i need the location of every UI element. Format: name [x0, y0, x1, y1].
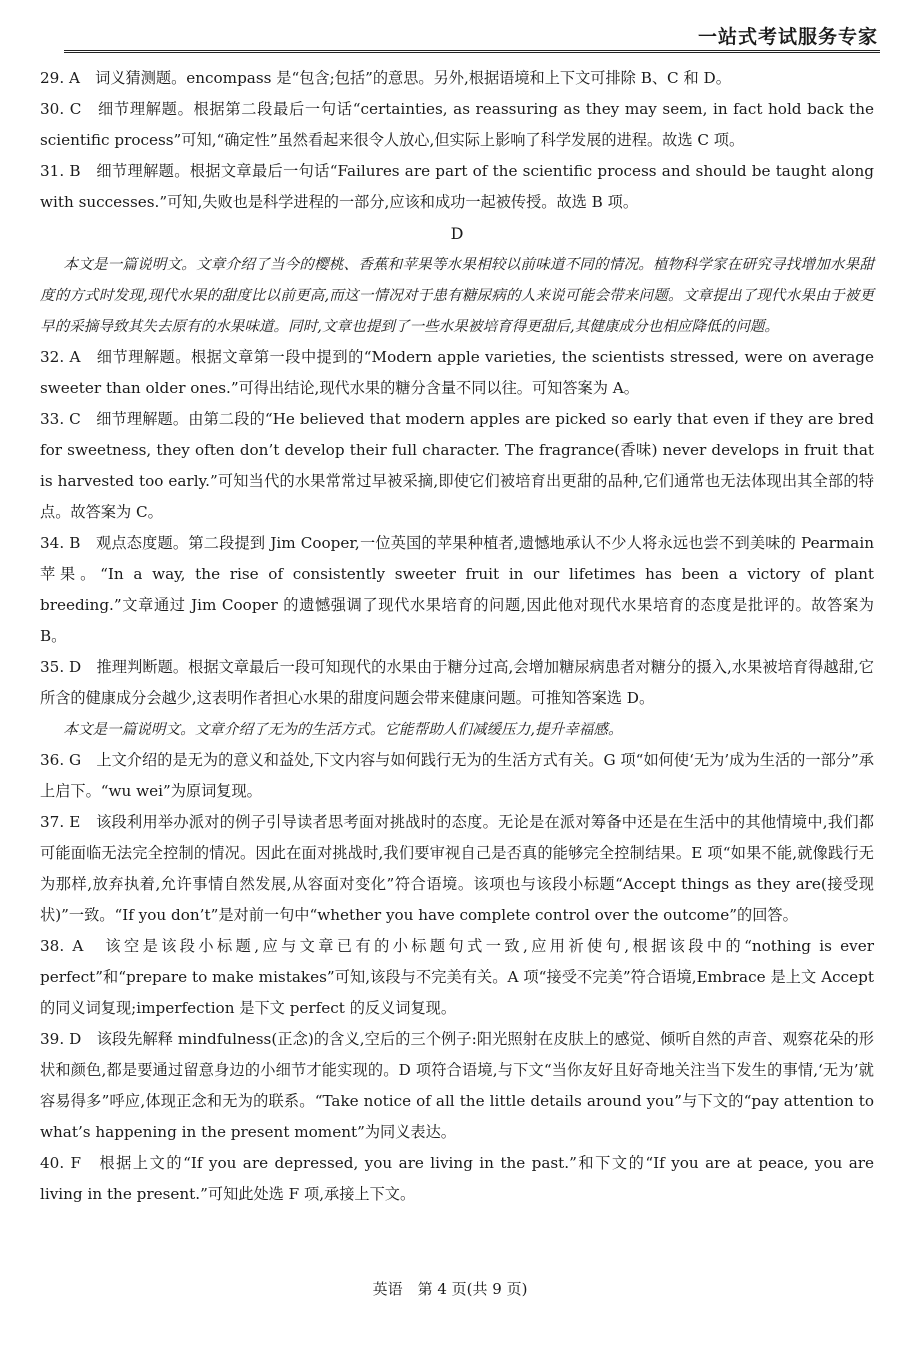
answer-item-35: 35. D 推理判断题。根据文章最后一段可知现代的水果由于糖分过高,会增加糖尿病患者对糖分的摄入,水果被培育得越甜,它所含的健康成分会越少,这表明作者担心水果的甜度问题会带来健康问题。可推知答案选 D。	[40, 658, 874, 707]
answer-item-29: 29. A 词义猜测题。encompass 是“包含;包括”的意思。另外,根据语境和上下文可排除 B、C 和 D。	[40, 69, 731, 87]
answer-item-30: 30. C 细节理解题。根据第二段最后一句话“certainties, as reassuring as they may seem, in fact hold back the scientific process”可知,“确定性”虽然看起来很令人放心,但实际上影响了科学发展的进程。故选 C 项。	[40, 100, 874, 149]
header-title: 一站式考试服务专家	[697, 26, 878, 48]
header-divider	[64, 50, 880, 53]
answer-content	[40, 63, 874, 1210]
answer-item-31: 31. B 细节理解题。根据文章最后一句话“Failures are part of the scientific process and should be taught along with successes.”可知,失败也是科学进程的一部分,应该和成功一起被传授。故选 B 项。	[40, 162, 874, 211]
section-e-intro: 本文是一篇说明文。文章介绍了无为的生活方式。它能帮助人们减缓压力,提升幸福感。	[63, 721, 623, 738]
answer-item-33: 33. C 细节理解题。由第二段的“He believed that modern apples are picked so early that even if they are bred for sweetness, they often don’t develop their full character. The fragrance(香味) never develops in fruit that is harvested too early.”可知当代的水果常常过早被采摘,即使它们被培育出更甜的品种,它们通常也无法体现出其全部的特点。故答案为 C。	[40, 410, 874, 521]
section-title-d: D	[450, 224, 464, 243]
answer-item-32: 32. A 细节理解题。根据文章第一段中提到的“Modern apple varieties, the scientists stressed, were on average sweeter than older ones.”可得出结论,现代水果的糖分含量不同以往。可知答案为 A。	[40, 348, 874, 397]
answer-item-40: 40. F 根据上文的“If you are depressed, you are living in the past.”和下文的“If you are at peace, you are living in the present.”可知此处选 F 项,承接上下文。	[40, 1154, 874, 1203]
answer-item-37: 37. E 该段利用举办派对的例子引导读者思考面对挑战时的态度。无论是在派对筹备中还是在生活中的其他情境中,我们都可能面临无法完全控制的情况。因此在面对挑战时,我们要审视自己是否真的能够完全控制结果。E 项“如果不能,就像践行无为那样,放弃执着,允许事情自然发展,从容面对变化”符合语境。该项也与该段小标题“Accept things as they are(接受现状)”一致。“If you don’t”是对前一句中“whether you have complete control over the outcome”的回答。	[40, 813, 874, 924]
answer-item-38: 38. A 该空是该段小标题,应与文章已有的小标题句式一致,应用祈使句,根据该段中的“nothing is ever perfect”和“prepare to make mistakes”可知,该段与不完美有关。A 项“接受不完美”符合语境,Embrace 是上文 Accept 的同义词复现;imperfection 是下文 perfect 的反义词复现。	[40, 937, 874, 1017]
page-header	[0, 0, 900, 56]
answer-item-34: 34. B 观点态度题。第二段提到 Jim Cooper,一位英国的苹果种植者,遗憾地承认不少人将永远也尝不到美味的 Pearmain 苹果。“In a way, the rise of consistently sweeter fruit in our lifetimes has been a victory of plant breeding.”文章通过 Jim Cooper 的遗憾强调了现代水果培育的问题,因此他对现代水果培育的态度是批评的。故答案为 B。	[40, 534, 874, 645]
section-d-intro: 本文是一篇说明文。文章介绍了当今的樱桃、香蕉和苹果等水果相较以前味道不同的情况。植物科学家在研究寻找增加水果甜度的方式时发现,现代水果的甜度比以前更高,而这一情况对于患有糖尿病的人来说可能会带来问题。文章提出了现代水果由于被更早的采摘导致其失去原有的水果味道。同时,文章也提到了一些水果被培育得更甜后,其健康成分也相应降低的问题。	[40, 256, 874, 335]
answer-item-39: 39. D 该段先解释 mindfulness(正念)的含义,空后的三个例子:阳光照射在皮肤上的感觉、倾听自然的声音、观察花朵的形状和颜色,都是要通过留意身边的小细节才能实现的。D 项符合语境,与下文“当你友好且好奇地关注当下发生的事情,‘无为’就容易得多”呼应,体现正念和无为的联系。“Take notice of all the little details around you”与下文的“pay attention to what’s happening in the present moment”为同义表达。	[40, 1030, 874, 1141]
page-footer: 英语 第 4 页(共 9 页)	[372, 1280, 528, 1298]
answer-item-36: 36. G 上文介绍的是无为的意义和益处,下文内容与如何践行无为的生活方式有关。G 项“如何使‘无为’成为生活的一部分”承上启下。“wu wei”为原词复现。	[40, 751, 874, 800]
